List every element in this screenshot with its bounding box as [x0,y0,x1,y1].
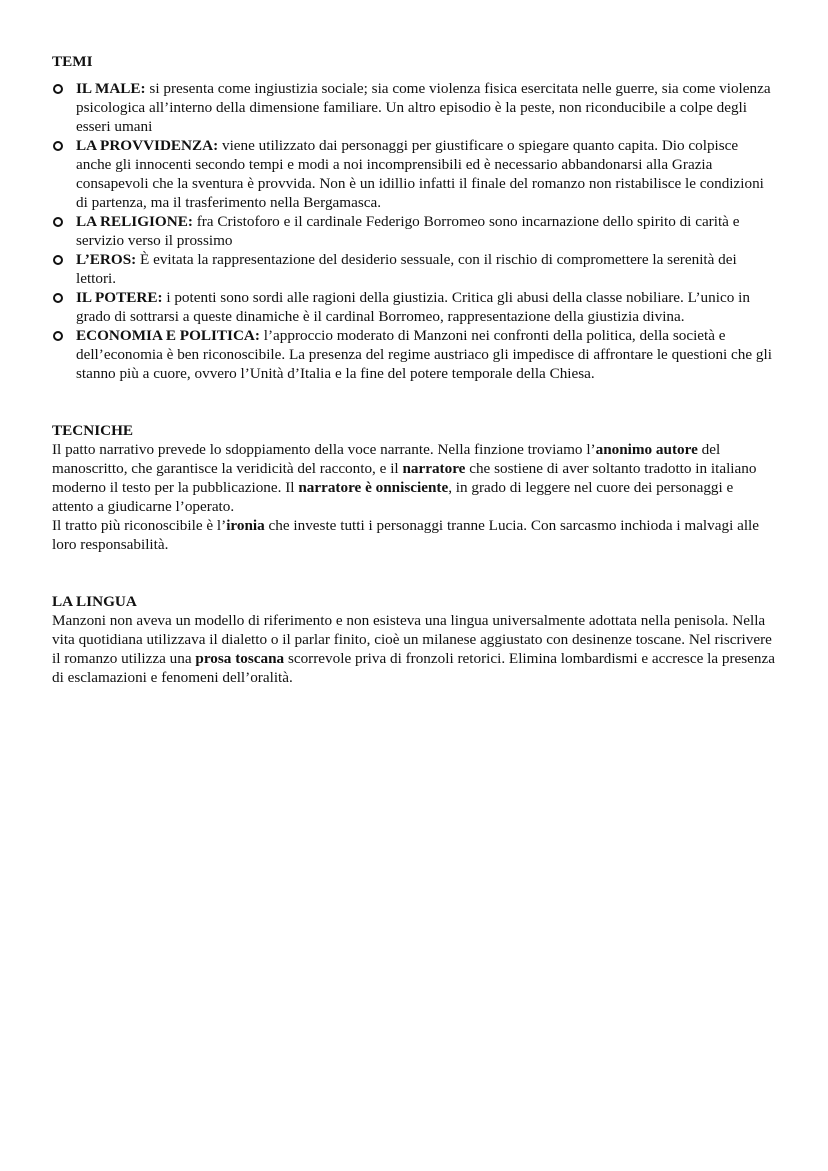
text-run: Manzoni non aveva un modello di riferimento e non esisteva una lingua universalmente adottata nella penisola. Nella vita quotidiana utilizzava il dialetto o il parlar finito, cioè un milanese aggiustato con desinenze toscane. Nel riscrivere il romanzo utilizza una [52,612,772,667]
text-run: scorrevole priva di fronzoli retorici. Elimina lombardismi e accresce la presenza di esclamazioni e fenomeni dell’oralità. [52,650,775,686]
section-tecniche [52,421,776,554]
text-run: che investe tutti i personaggi tranne Lucia. Con sarcasmo inchioda i malvagi alle loro responsabilità. [52,517,760,553]
tecniche-paragraph-2 [52,516,776,554]
item-text: fra Cristoforo e il cardinale Federigo Borromeo sono incarnazione dello spirito di carità e servizio verso il prossimo [76,213,740,249]
bold-term: prosa toscana [195,650,285,667]
text-run: Il patto narrativo prevede lo sdoppiamento della voce narrante. Nella finzione troviamo l’ [52,441,596,458]
item-text: È evitata la rappresentazione del desiderio sessuale, con il rischio di compromettere la serenità dei lettori. [76,251,737,287]
item-title: L’EROS: [76,251,137,268]
text-run: che sostiene di aver soltanto tradotto in italiano moderno il testo per la pubblicazione. Il [52,460,757,496]
lingua-paragraph [52,611,776,687]
item-title: IL POTERE: [76,289,163,306]
circle-bullet-icon [53,331,63,341]
text-run: del manoscritto, che garantisce la veridicità del racconto, e il [52,441,721,477]
list-item [52,212,776,250]
bold-term: narratore [402,460,466,477]
item-text: viene utilizzato dai personaggi per giustificare o spiegare quanto capita. Dio colpisce anche gli innocenti secondo tempi e modi a noi incomprensibili ed è necessario abbandonarsi alla Grazia consapevoli che la sventura è provvida. Non è un idillio infatti il finale del romanzo non ristabilisce le condizioni di partenza, ma il trasferimento nella Bergamasca. [76,137,764,211]
bold-term: narratore è onnisciente [298,479,449,496]
temi-list [52,79,776,383]
item-title: ECONOMIA E POLITICA: [76,327,260,344]
list-item [52,288,776,326]
list-item [52,250,776,288]
list-item [52,79,776,136]
item-title: LA RELIGIONE: [76,213,193,230]
list-item [52,136,776,212]
bold-term: ironia [226,517,265,534]
circle-bullet-icon [53,293,63,303]
section-lingua [52,592,776,687]
circle-bullet-icon [53,84,63,94]
tecniche-paragraph-1 [52,440,776,516]
text-run: , in grado di leggere nel cuore dei personaggi e attento a giudicarne l’operato. [52,479,734,515]
list-item [52,326,776,383]
item-title: LA PROVVIDENZA: [76,137,219,154]
text-run: Il tratto più riconoscibile è l’ [52,517,227,534]
item-text: i potenti sono sordi alle ragioni della giustizia. Critica gli abusi della classe nobiliare. L’unico in grado di sottrarsi a queste dinamiche è il cardinal Borromeo, rappresentazione della giustizia divina. [76,289,750,325]
item-title: IL MALE: [76,80,146,97]
section-heading-lingua: LA LINGUA [52,593,137,610]
circle-bullet-icon [53,255,63,265]
item-text: l’approccio moderato di Manzoni nei confronti della politica, della società e dell’economia è ben riconoscibile. La presenza del regime austriaco gli impedisce di affrontare le questioni che gli stanno più a cuore, ovvero l’Unità d’Italia e la fine del potere temporale della Chiesa. [76,327,772,382]
bold-term: anonimo autore [595,441,698,458]
section-heading-temi: TEMI [52,53,93,70]
section-heading-tecniche: TECNICHE [52,422,134,439]
item-text: si presenta come ingiustizia sociale; sia come violenza fisica esercitata nelle guerre, sia come violenza psicologica all’interno della dimensione familiare. Un altro episodio è la peste, non riconducibile a colpe degli esseri umani [76,80,771,135]
circle-bullet-icon [53,141,63,151]
circle-bullet-icon [53,217,63,227]
